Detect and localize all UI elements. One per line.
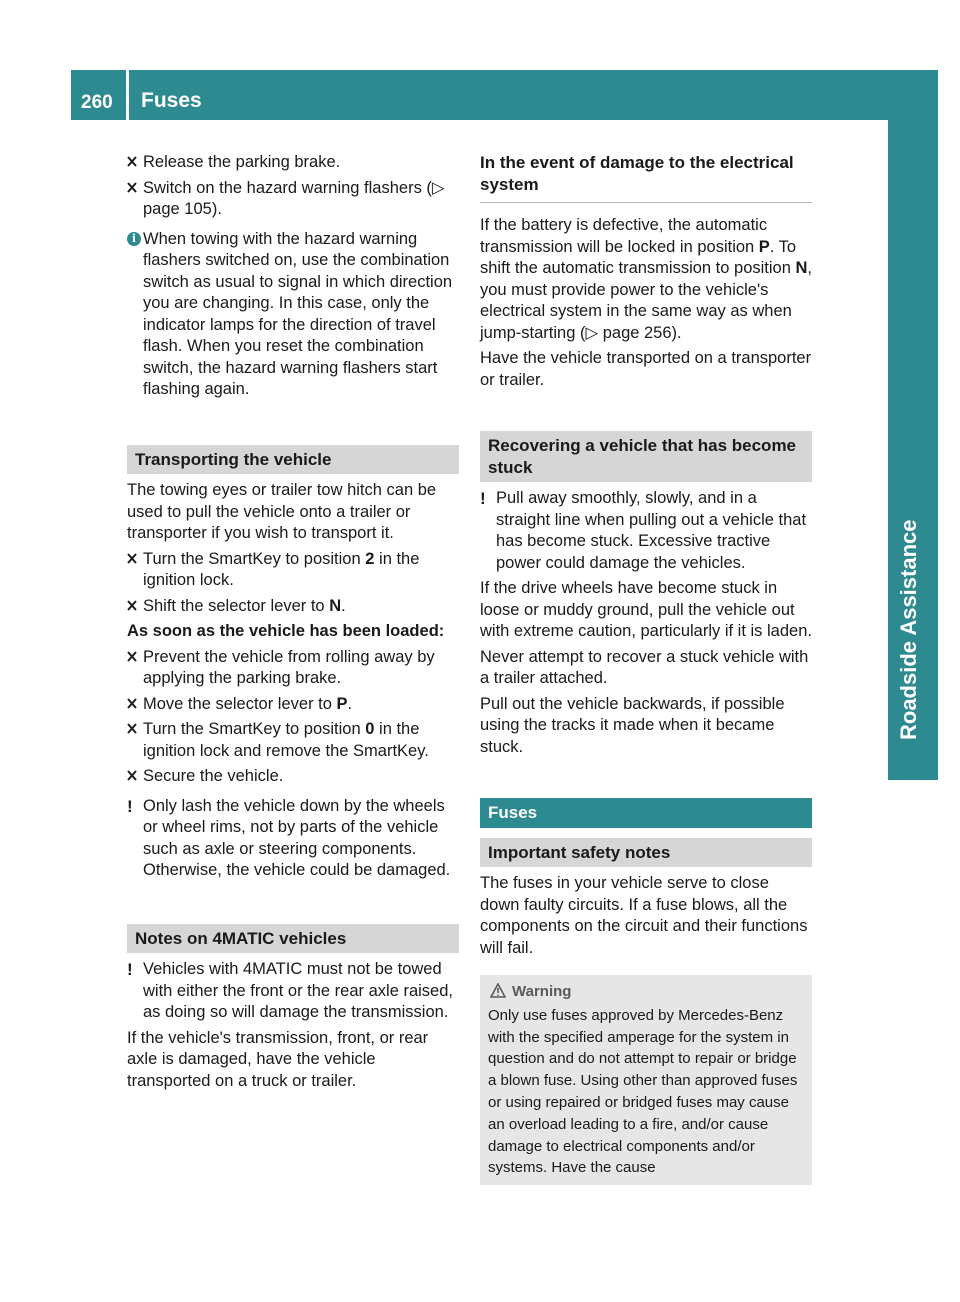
step-text: Secure the vehicle. <box>143 767 284 785</box>
step-text: . <box>341 596 346 615</box>
step-text: Move the selector lever to <box>143 694 337 713</box>
step-arrow-icon <box>127 600 137 611</box>
caution-note-text: Pull away smoothly, slowly, and in a straight line when pulling out a vehicle that has become stuck. Excessive tractive power could damage the vehicles. <box>496 489 807 572</box>
step-text: in the ignition lock and remove the SmartKey. <box>143 720 429 760</box>
step-hazard-flashers <box>127 178 459 221</box>
text-run: , you must provide power to the vehicle's electrical system in the same way as when jump-starting (▷ page 256). <box>480 259 812 342</box>
gear-value: P <box>336 694 348 713</box>
step-smartkey-2 <box>127 549 459 592</box>
electrical-paragraph-2: Have the vehicle transported on a transporter or trailer. <box>480 349 812 389</box>
step-arrow-icon <box>127 182 137 193</box>
step-selector-n <box>127 596 459 618</box>
info-note-text: When towing with the hazard warning flashers switched on, use the combination switch as usual to signal in which direction you are changing. In this case, only the indicator lamps for the direction of travel flash. When you reset the combination switch, the hazard warning flashers start flashing again. <box>143 229 453 398</box>
warning-text: Only use fuses approved by Mercedes-Benz with the specified amperage for the system in question and do not attempt to repair or bridge a blown fuse. Using other than approved fuses or using repaired or bridged fuses may cause an overload leading to a fire, and/or cause damage to electrical components and/or systems. Have the cause <box>488 1006 798 1177</box>
caution-icon: ! <box>127 796 133 816</box>
step-text: in the ignition lock. <box>143 549 420 589</box>
step-arrow-icon <box>127 553 137 564</box>
transport-paragraph: The towing eyes or trailer tow hitch can be used to pull the vehicle onto a trailer or transporter if you wish to transport it. <box>127 481 437 542</box>
warning-triangle-icon <box>490 983 506 998</box>
text-run: . To shift the automatic transmission to position <box>480 237 797 277</box>
caution-note-text: Only lash the vehicle down by the wheels or wheel rims, not by parts of the vehicle such as axle or steering components. Otherwise, the vehicle could be damaged. <box>143 796 451 879</box>
position-value: 2 <box>365 549 375 568</box>
step-release-brake <box>127 152 459 174</box>
gear-value: P <box>758 237 770 256</box>
section-heading-stuck: Recovering a vehicle that has become stuck <box>480 431 812 482</box>
step-arrow-icon <box>127 156 137 167</box>
step-text: Turn the SmartKey to position <box>143 720 366 738</box>
gear-value: N <box>329 596 342 615</box>
electrical-paragraph-1 <box>480 215 812 344</box>
info-icon: i <box>127 232 141 246</box>
section-heading-safety: Important safety notes <box>480 838 812 868</box>
step-arrow-icon <box>127 651 137 662</box>
step-text: Shift the selector lever to <box>143 596 330 615</box>
warning-title <box>488 981 804 1003</box>
chapter-tab <box>888 70 938 780</box>
page-number: 260 <box>81 92 113 113</box>
step-secure-vehicle <box>127 766 459 788</box>
step-arrow-icon <box>127 770 137 781</box>
chapter-tab-label: Roadside Assistance <box>896 519 921 740</box>
section-heading-transporting: Transporting the vehicle <box>127 445 459 475</box>
left-column <box>127 152 459 1096</box>
info-note <box>127 229 459 401</box>
caution-icon: ! <box>480 489 486 508</box>
position-value: 0 <box>365 720 375 738</box>
caution-note-stuck <box>480 488 812 574</box>
stuck-paragraph-1: If the drive wheels have become stuck in loose or muddy ground, pull the vehicle out with extreme caution, particularly if it is laden. <box>480 579 812 640</box>
caution-icon: ! <box>127 960 133 979</box>
step-smartkey-0 <box>127 719 459 762</box>
section-heading-electrical: In the event of damage to the electrical system <box>480 152 812 203</box>
right-column <box>480 152 812 1185</box>
step-arrow-icon <box>127 698 137 709</box>
section-heading-fuses: Fuses <box>480 798 812 828</box>
step-text: Turn the SmartKey to position <box>143 549 366 568</box>
loaded-subheading: As soon as the vehicle has been loaded: <box>127 622 445 640</box>
warning-box <box>480 975 812 1185</box>
caution-note-4matic <box>127 959 459 1024</box>
header-divider <box>126 70 129 120</box>
page-header <box>71 70 888 120</box>
text-run: If the battery is defective, the automatic transmission will be locked in position <box>480 216 768 256</box>
page-title: Fuses <box>141 89 202 112</box>
step-text: Release the parking brake. <box>143 153 341 171</box>
stuck-paragraph-2: Never attempt to recover a stuck vehicle with a trailer attached. <box>480 647 809 687</box>
warning-title-text: Warning <box>512 983 572 1000</box>
step-arrow-icon <box>127 723 137 734</box>
step-selector-p <box>127 694 459 716</box>
step-text: Prevent the vehicle from rolling away by applying the parking brake. <box>143 647 435 687</box>
step-parking-brake <box>127 647 459 690</box>
4matic-paragraph: If the vehicle's transmission, front, or rear axle is damaged, have the vehicle transported on a truck or trailer. <box>127 1028 429 1090</box>
step-text: . <box>347 694 353 713</box>
section-heading-4matic: Notes on 4MATIC vehicles <box>127 924 459 954</box>
stuck-paragraph-3: Pull out the vehicle backwards, if possible using the tracks it made when it became stuck. <box>480 694 785 756</box>
step-text: Switch on the hazard warning flashers (▷ page 105). <box>143 178 445 218</box>
caution-note-lashing <box>127 796 459 882</box>
safety-paragraph: The fuses in your vehicle serve to close down faulty circuits. If a fuse blows, all the components on the circuit and their functions will fail. <box>480 874 808 957</box>
caution-note-text: Vehicles with 4MATIC must not be towed with either the front or the rear axle raised, as doing so will damage the transmission. <box>143 960 453 1021</box>
gear-value: N <box>795 259 808 277</box>
